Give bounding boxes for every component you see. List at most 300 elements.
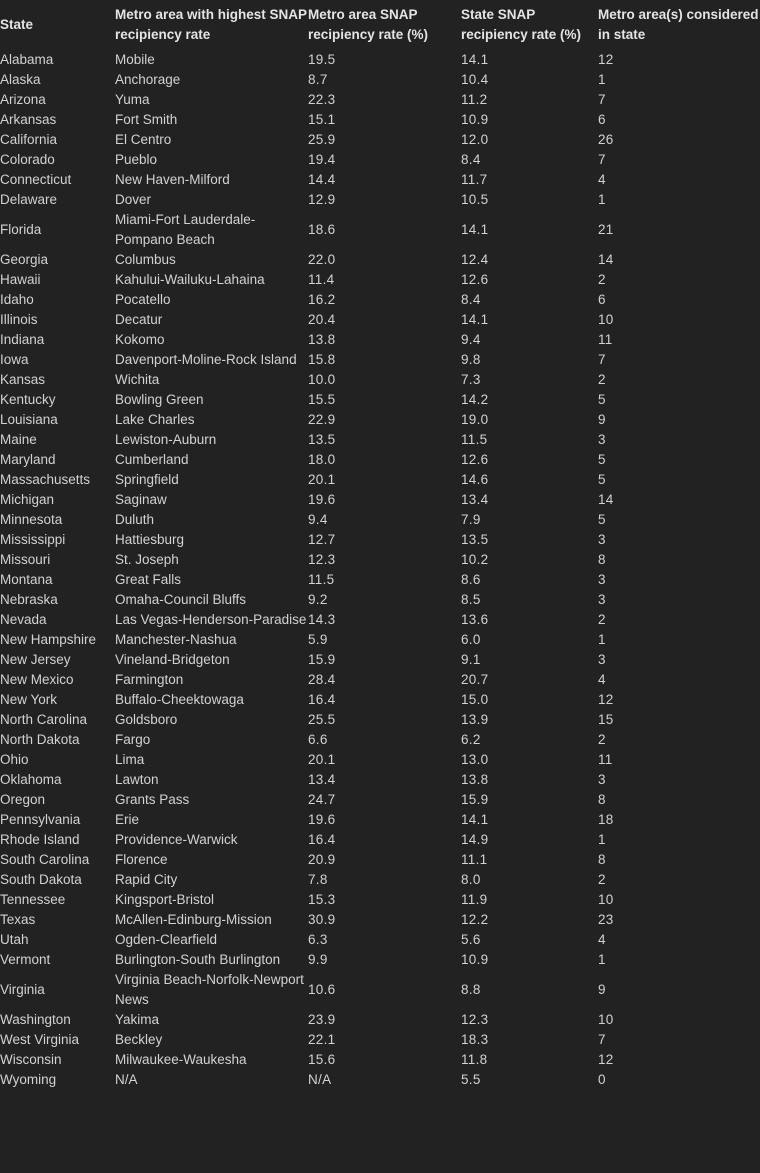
- table-row: [0, 610, 760, 630]
- metro-rate-cell: 22.0: [308, 252, 336, 267]
- state-rate-cell: 19.0: [461, 412, 489, 427]
- state-cell: South Carolina: [0, 852, 90, 867]
- metro-rate-cell: 16.4: [308, 692, 336, 707]
- state-cell: Florida: [0, 222, 42, 237]
- state-cell: Pennsylvania: [0, 812, 81, 827]
- metro-rate-cell: 22.3: [308, 92, 336, 107]
- state-cell: Iowa: [0, 352, 29, 367]
- metro-area-cell: Yuma: [115, 92, 150, 107]
- metro-rate-cell: 16.4: [308, 832, 336, 847]
- metro-area-cell: McAllen-Edinburg-Mission: [115, 912, 272, 927]
- metro-count-cell: 3: [598, 432, 606, 447]
- metro-rate-cell: 11.5: [308, 572, 335, 587]
- state-rate-cell: 12.6: [461, 452, 489, 467]
- metro-area-cell: Lake Charles: [115, 412, 195, 427]
- metro-rate-cell: N/A: [308, 1072, 332, 1087]
- metro-rate-cell: 20.1: [308, 752, 336, 767]
- metro-count-cell: 15: [598, 712, 614, 727]
- metro-area-cell: Buffalo-Cheektowaga: [115, 692, 244, 707]
- metro-area-cell: Pueblo: [115, 152, 158, 167]
- metro-count-cell: 2: [598, 372, 606, 387]
- state-cell: Missouri: [0, 552, 51, 567]
- state-cell: Massachusetts: [0, 472, 91, 487]
- table-row: [0, 1070, 760, 1090]
- state-cell: Connecticut: [0, 172, 72, 187]
- state-cell: Louisiana: [0, 412, 58, 427]
- metro-rate-cell: 15.8: [308, 352, 336, 367]
- state-cell: Arkansas: [0, 112, 57, 127]
- metro-count-cell: 1: [598, 192, 606, 207]
- state-rate-cell: 14.1: [461, 52, 489, 67]
- table-row: [0, 290, 760, 310]
- table-row: [0, 190, 760, 210]
- table-row: [0, 970, 760, 1010]
- metro-area-cell: Grants Pass: [115, 792, 190, 807]
- table-row: [0, 450, 760, 470]
- metro-rate-cell: 12.3: [308, 552, 336, 567]
- metro-rate-cell: 19.4: [308, 152, 336, 167]
- metro-area-cell: Lewiston-Auburn: [115, 432, 217, 447]
- state-rate-cell: 15.0: [461, 692, 489, 707]
- table-row: [0, 330, 760, 350]
- metro-area-cell: Decatur: [115, 312, 163, 327]
- metro-area-cell: Milwaukee-Waukesha: [115, 1052, 247, 1067]
- state-rate-cell: 8.8: [461, 982, 481, 997]
- metro-count-cell: 8: [598, 552, 606, 567]
- metro-count-cell: 1: [598, 832, 606, 847]
- header-metro-area: Metro area with highest SNAP recipiency rate: [115, 7, 307, 42]
- state-rate-cell: 5.5: [461, 1072, 481, 1087]
- metro-rate-cell: 13.8: [308, 332, 336, 347]
- metro-rate-cell: 13.4: [308, 772, 336, 787]
- metro-rate-cell: 15.5: [308, 392, 336, 407]
- state-rate-cell: 11.9: [461, 892, 488, 907]
- table-row: [0, 390, 760, 410]
- metro-count-cell: 3: [598, 532, 606, 547]
- metro-area-cell: Beckley: [115, 1032, 163, 1047]
- table-row: [0, 550, 760, 570]
- metro-count-cell: 18: [598, 812, 614, 827]
- metro-area-cell: New Haven-Milford: [115, 172, 230, 187]
- metro-rate-cell: 9.9: [308, 952, 328, 967]
- table-row: [0, 830, 760, 850]
- state-cell: Michigan: [0, 492, 55, 507]
- table-row: [0, 410, 760, 430]
- metro-area-cell: Cumberland: [115, 452, 189, 467]
- table-row: [0, 710, 760, 730]
- state-cell: Oklahoma: [0, 772, 62, 787]
- state-cell: Nebraska: [0, 592, 58, 607]
- metro-area-cell: Columbus: [115, 252, 176, 267]
- state-cell: Minnesota: [0, 512, 63, 527]
- metro-rate-cell: 5.9: [308, 632, 328, 647]
- table-row: [0, 50, 760, 70]
- metro-area-cell: Wichita: [115, 372, 160, 387]
- metro-count-cell: 26: [598, 132, 614, 147]
- state-cell: New Mexico: [0, 672, 74, 687]
- header-row: [0, 0, 760, 50]
- state-rate-cell: 18.3: [461, 1032, 489, 1047]
- metro-area-cell: Fargo: [115, 732, 151, 747]
- metro-area-cell: Bowling Green: [115, 392, 204, 407]
- state-rate-cell: 10.2: [461, 552, 489, 567]
- table-row: [0, 110, 760, 130]
- metro-area-cell: Saginaw: [115, 492, 167, 507]
- table-row: [0, 850, 760, 870]
- metro-count-cell: 2: [598, 272, 606, 287]
- metro-rate-cell: 8.7: [308, 72, 328, 87]
- state-cell: California: [0, 132, 58, 147]
- header-metro-count: Metro area(s) considered in state: [598, 7, 759, 42]
- metro-rate-cell: 10.0: [308, 372, 336, 387]
- state-rate-cell: 14.6: [461, 472, 489, 487]
- table-row: [0, 770, 760, 790]
- metro-count-cell: 11: [598, 332, 613, 347]
- metro-rate-cell: 19.6: [308, 812, 336, 827]
- metro-area-cell: Kokomo: [115, 332, 165, 347]
- state-cell: Montana: [0, 572, 53, 587]
- metro-count-cell: 3: [598, 652, 606, 667]
- metro-count-cell: 12: [598, 52, 614, 67]
- metro-area-cell: Anchorage: [115, 72, 181, 87]
- state-cell: Oregon: [0, 792, 46, 807]
- metro-count-cell: 5: [598, 392, 606, 407]
- metro-area-cell: Florence: [115, 852, 168, 867]
- metro-area-cell: Erie: [115, 812, 140, 827]
- metro-rate-cell: 14.4: [308, 172, 336, 187]
- metro-rate-cell: 30.9: [308, 912, 336, 927]
- metro-count-cell: 12: [598, 692, 614, 707]
- metro-area-cell: Kingsport-Bristol: [115, 892, 215, 907]
- metro-count-cell: 0: [598, 1072, 606, 1087]
- metro-area-cell: Virginia Beach-Norfolk-Newport News: [115, 972, 304, 1007]
- state-rate-cell: 7.9: [461, 512, 481, 527]
- metro-area-cell: Davenport-Moline-Rock Island: [115, 352, 297, 367]
- metro-rate-cell: 11.4: [308, 272, 335, 287]
- state-cell: Kansas: [0, 372, 46, 387]
- state-rate-cell: 5.6: [461, 932, 481, 947]
- state-rate-cell: 6.2: [461, 732, 481, 747]
- state-cell: Indiana: [0, 332, 45, 347]
- state-rate-cell: 8.5: [461, 592, 481, 607]
- metro-rate-cell: 12.9: [308, 192, 336, 207]
- state-rate-cell: 11.7: [461, 172, 488, 187]
- state-rate-cell: 12.3: [461, 1012, 489, 1027]
- table-row: [0, 670, 760, 690]
- state-cell: Delaware: [0, 192, 58, 207]
- table-row: [0, 350, 760, 370]
- metro-area-cell: Lima: [115, 752, 145, 767]
- state-rate-cell: 15.9: [461, 792, 489, 807]
- metro-area-cell: Mobile: [115, 52, 155, 67]
- metro-count-cell: 8: [598, 852, 606, 867]
- table-row: [0, 490, 760, 510]
- metro-count-cell: 21: [598, 222, 614, 237]
- metro-rate-cell: 15.1: [308, 112, 336, 127]
- metro-area-cell: Burlington-South Burlington: [115, 952, 281, 967]
- state-rate-cell: 11.5: [461, 432, 488, 447]
- table-row: [0, 1030, 760, 1050]
- state-rate-cell: 14.1: [461, 222, 489, 237]
- metro-area-cell: Duluth: [115, 512, 155, 527]
- metro-rate-cell: 6.6: [308, 732, 328, 747]
- metro-rate-cell: 24.7: [308, 792, 336, 807]
- metro-area-cell: Springfield: [115, 472, 179, 487]
- metro-rate-cell: 28.4: [308, 672, 336, 687]
- state-rate-cell: 12.6: [461, 272, 489, 287]
- table-row: [0, 1050, 760, 1070]
- table-row: [0, 510, 760, 530]
- metro-count-cell: 2: [598, 872, 606, 887]
- metro-count-cell: 1: [598, 952, 606, 967]
- state-rate-cell: 10.9: [461, 952, 489, 967]
- state-cell: North Dakota: [0, 732, 80, 747]
- metro-count-cell: 4: [598, 172, 606, 187]
- metro-count-cell: 3: [598, 772, 606, 787]
- state-rate-cell: 8.0: [461, 872, 481, 887]
- table-row: [0, 950, 760, 970]
- state-cell: Ohio: [0, 752, 29, 767]
- state-rate-cell: 10.4: [461, 72, 489, 87]
- metro-count-cell: 5: [598, 472, 606, 487]
- metro-rate-cell: 15.3: [308, 892, 336, 907]
- metro-rate-cell: 20.1: [308, 472, 336, 487]
- table-row: [0, 210, 760, 250]
- state-cell: South Dakota: [0, 872, 82, 887]
- metro-count-cell: 3: [598, 592, 606, 607]
- metro-count-cell: 5: [598, 512, 606, 527]
- state-rate-cell: 14.1: [461, 812, 489, 827]
- metro-count-cell: 3: [598, 572, 606, 587]
- state-cell: New Jersey: [0, 652, 71, 667]
- table-row: [0, 870, 760, 890]
- table-row: [0, 690, 760, 710]
- metro-area-cell: N/A: [115, 1072, 138, 1087]
- table-row: [0, 310, 760, 330]
- table-row: [0, 130, 760, 150]
- metro-area-cell: Las Vegas-Henderson-Paradise: [115, 612, 307, 627]
- metro-count-cell: 10: [598, 312, 614, 327]
- state-rate-cell: 14.9: [461, 832, 489, 847]
- state-rate-cell: 12.0: [461, 132, 489, 147]
- metro-area-cell: Kahului-Wailuku-Lahaina: [115, 272, 265, 287]
- metro-count-cell: 1: [598, 72, 606, 87]
- metro-count-cell: 14: [598, 252, 614, 267]
- state-rate-cell: 13.9: [461, 712, 489, 727]
- state-rate-cell: 9.1: [461, 652, 481, 667]
- table-row: [0, 150, 760, 170]
- metro-rate-cell: 22.9: [308, 412, 336, 427]
- state-cell: Wyoming: [0, 1072, 57, 1087]
- state-rate-cell: 9.8: [461, 352, 481, 367]
- metro-rate-cell: 10.6: [308, 982, 336, 997]
- state-rate-cell: 10.5: [461, 192, 489, 207]
- metro-area-cell: St. Joseph: [115, 552, 179, 567]
- metro-rate-cell: 19.5: [308, 52, 336, 67]
- metro-area-cell: Omaha-Council Bluffs: [115, 592, 247, 607]
- state-cell: Utah: [0, 932, 29, 947]
- metro-rate-cell: 9.2: [308, 592, 328, 607]
- state-cell: Alaska: [0, 72, 41, 87]
- state-cell: Arizona: [0, 92, 46, 107]
- state-rate-cell: 10.9: [461, 112, 489, 127]
- state-cell: Idaho: [0, 292, 34, 307]
- table-row: [0, 370, 760, 390]
- table-row: [0, 70, 760, 90]
- metro-count-cell: 6: [598, 112, 606, 127]
- metro-rate-cell: 25.5: [308, 712, 336, 727]
- table-row: [0, 790, 760, 810]
- state-rate-cell: 13.4: [461, 492, 489, 507]
- metro-rate-cell: 15.6: [308, 1052, 336, 1067]
- state-rate-cell: 12.4: [461, 252, 489, 267]
- metro-area-cell: Lawton: [115, 772, 159, 787]
- table-row: [0, 1010, 760, 1030]
- metro-count-cell: 7: [598, 352, 606, 367]
- metro-area-cell: Dover: [115, 192, 152, 207]
- state-rate-cell: 11.8: [461, 1052, 488, 1067]
- table-row: [0, 930, 760, 950]
- metro-rate-cell: 14.3: [308, 612, 336, 627]
- table-row: [0, 270, 760, 290]
- state-rate-cell: 8.4: [461, 292, 481, 307]
- metro-count-cell: 6: [598, 292, 606, 307]
- table-row: [0, 810, 760, 830]
- metro-area-cell: Rapid City: [115, 872, 178, 887]
- metro-rate-cell: 23.9: [308, 1012, 336, 1027]
- state-cell: Washington: [0, 1012, 71, 1027]
- table-row: [0, 570, 760, 590]
- state-cell: Texas: [0, 912, 36, 927]
- state-cell: Rhode Island: [0, 832, 80, 847]
- state-rate-cell: 8.6: [461, 572, 481, 587]
- state-cell: Kentucky: [0, 392, 56, 407]
- table-row: [0, 910, 760, 930]
- metro-area-cell: Fort Smith: [115, 112, 178, 127]
- metro-rate-cell: 18.0: [308, 452, 336, 467]
- metro-area-cell: Manchester-Nashua: [115, 632, 237, 647]
- state-rate-cell: 11.1: [461, 852, 488, 867]
- state-rate-cell: 14.2: [461, 392, 489, 407]
- metro-rate-cell: 7.8: [308, 872, 328, 887]
- state-cell: Tennessee: [0, 892, 66, 907]
- metro-rate-cell: 12.7: [308, 532, 336, 547]
- metro-rate-cell: 16.2: [308, 292, 336, 307]
- metro-count-cell: 10: [598, 1012, 614, 1027]
- metro-count-cell: 14: [598, 492, 614, 507]
- state-rate-cell: 6.0: [461, 632, 481, 647]
- table-row: [0, 430, 760, 450]
- metro-count-cell: 11: [598, 752, 613, 767]
- metro-count-cell: 4: [598, 932, 606, 947]
- state-cell: Hawaii: [0, 272, 41, 287]
- metro-count-cell: 12: [598, 1052, 614, 1067]
- state-rate-cell: 9.4: [461, 332, 481, 347]
- table-row: [0, 530, 760, 550]
- state-cell: Nevada: [0, 612, 47, 627]
- state-rate-cell: 13.0: [461, 752, 489, 767]
- metro-area-cell: Ogden-Clearfield: [115, 932, 218, 947]
- table-body: [0, 50, 760, 1090]
- state-cell: West Virginia: [0, 1032, 80, 1047]
- state-rate-cell: 20.7: [461, 672, 489, 687]
- table-row: [0, 90, 760, 110]
- metro-rate-cell: 22.1: [308, 1032, 336, 1047]
- table-row: [0, 630, 760, 650]
- table-row: [0, 250, 760, 270]
- metro-count-cell: 9: [598, 982, 606, 997]
- state-rate-cell: 13.6: [461, 612, 489, 627]
- metro-area-cell: Farmington: [115, 672, 184, 687]
- metro-count-cell: 2: [598, 612, 606, 627]
- metro-area-cell: Yakima: [115, 1012, 160, 1027]
- metro-rate-cell: 15.9: [308, 652, 336, 667]
- metro-count-cell: 8: [598, 792, 606, 807]
- metro-count-cell: 7: [598, 152, 606, 167]
- table-row: [0, 170, 760, 190]
- state-cell: Georgia: [0, 252, 49, 267]
- header-metro-rate: Metro area SNAP recipiency rate (%): [308, 7, 429, 42]
- metro-count-cell: 5: [598, 452, 606, 467]
- table-row: [0, 750, 760, 770]
- metro-area-cell: Vineland-Bridgeton: [115, 652, 230, 667]
- state-cell: Alabama: [0, 52, 54, 67]
- state-cell: Vermont: [0, 952, 51, 967]
- state-cell: Wisconsin: [0, 1052, 62, 1067]
- table-row: [0, 470, 760, 490]
- metro-area-cell: Hattiesburg: [115, 532, 185, 547]
- state-cell: New Hampshire: [0, 632, 97, 647]
- state-cell: North Carolina: [0, 712, 88, 727]
- metro-rate-cell: 9.4: [308, 512, 328, 527]
- metro-rate-cell: 6.3: [308, 932, 328, 947]
- metro-count-cell: 10: [598, 892, 614, 907]
- metro-area-cell: El Centro: [115, 132, 172, 147]
- state-rate-cell: 8.4: [461, 152, 481, 167]
- metro-rate-cell: 25.9: [308, 132, 336, 147]
- metro-count-cell: 1: [598, 632, 606, 647]
- state-rate-cell: 13.5: [461, 532, 489, 547]
- state-cell: Mississippi: [0, 532, 66, 547]
- metro-count-cell: 7: [598, 1032, 606, 1047]
- metro-rate-cell: 20.9: [308, 852, 336, 867]
- table-row: [0, 650, 760, 670]
- metro-count-cell: 9: [598, 412, 606, 427]
- state-rate-cell: 13.8: [461, 772, 489, 787]
- table-row: [0, 590, 760, 610]
- metro-count-cell: 23: [598, 912, 614, 927]
- header-state: State: [0, 17, 34, 32]
- state-cell: Illinois: [0, 312, 38, 327]
- metro-rate-cell: 13.5: [308, 432, 336, 447]
- state-rate-cell: 12.2: [461, 912, 489, 927]
- state-cell: Maine: [0, 432, 37, 447]
- state-cell: Colorado: [0, 152, 55, 167]
- metro-rate-cell: 19.6: [308, 492, 336, 507]
- state-cell: Maryland: [0, 452, 56, 467]
- state-rate-cell: 11.2: [461, 92, 488, 107]
- state-cell: New York: [0, 692, 58, 707]
- metro-rate-cell: 18.6: [308, 222, 336, 237]
- metro-rate-cell: 20.4: [308, 312, 336, 327]
- state-rate-cell: 7.3: [461, 372, 481, 387]
- metro-area-cell: Great Falls: [115, 572, 182, 587]
- metro-area-cell: Goldsboro: [115, 712, 178, 727]
- state-rate-cell: 14.1: [461, 312, 489, 327]
- metro-count-cell: 7: [598, 92, 606, 107]
- metro-area-cell: Miami-Fort Lauderdale-Pompano Beach: [115, 212, 256, 247]
- header-state-rate: State SNAP recipiency rate (%): [461, 7, 582, 42]
